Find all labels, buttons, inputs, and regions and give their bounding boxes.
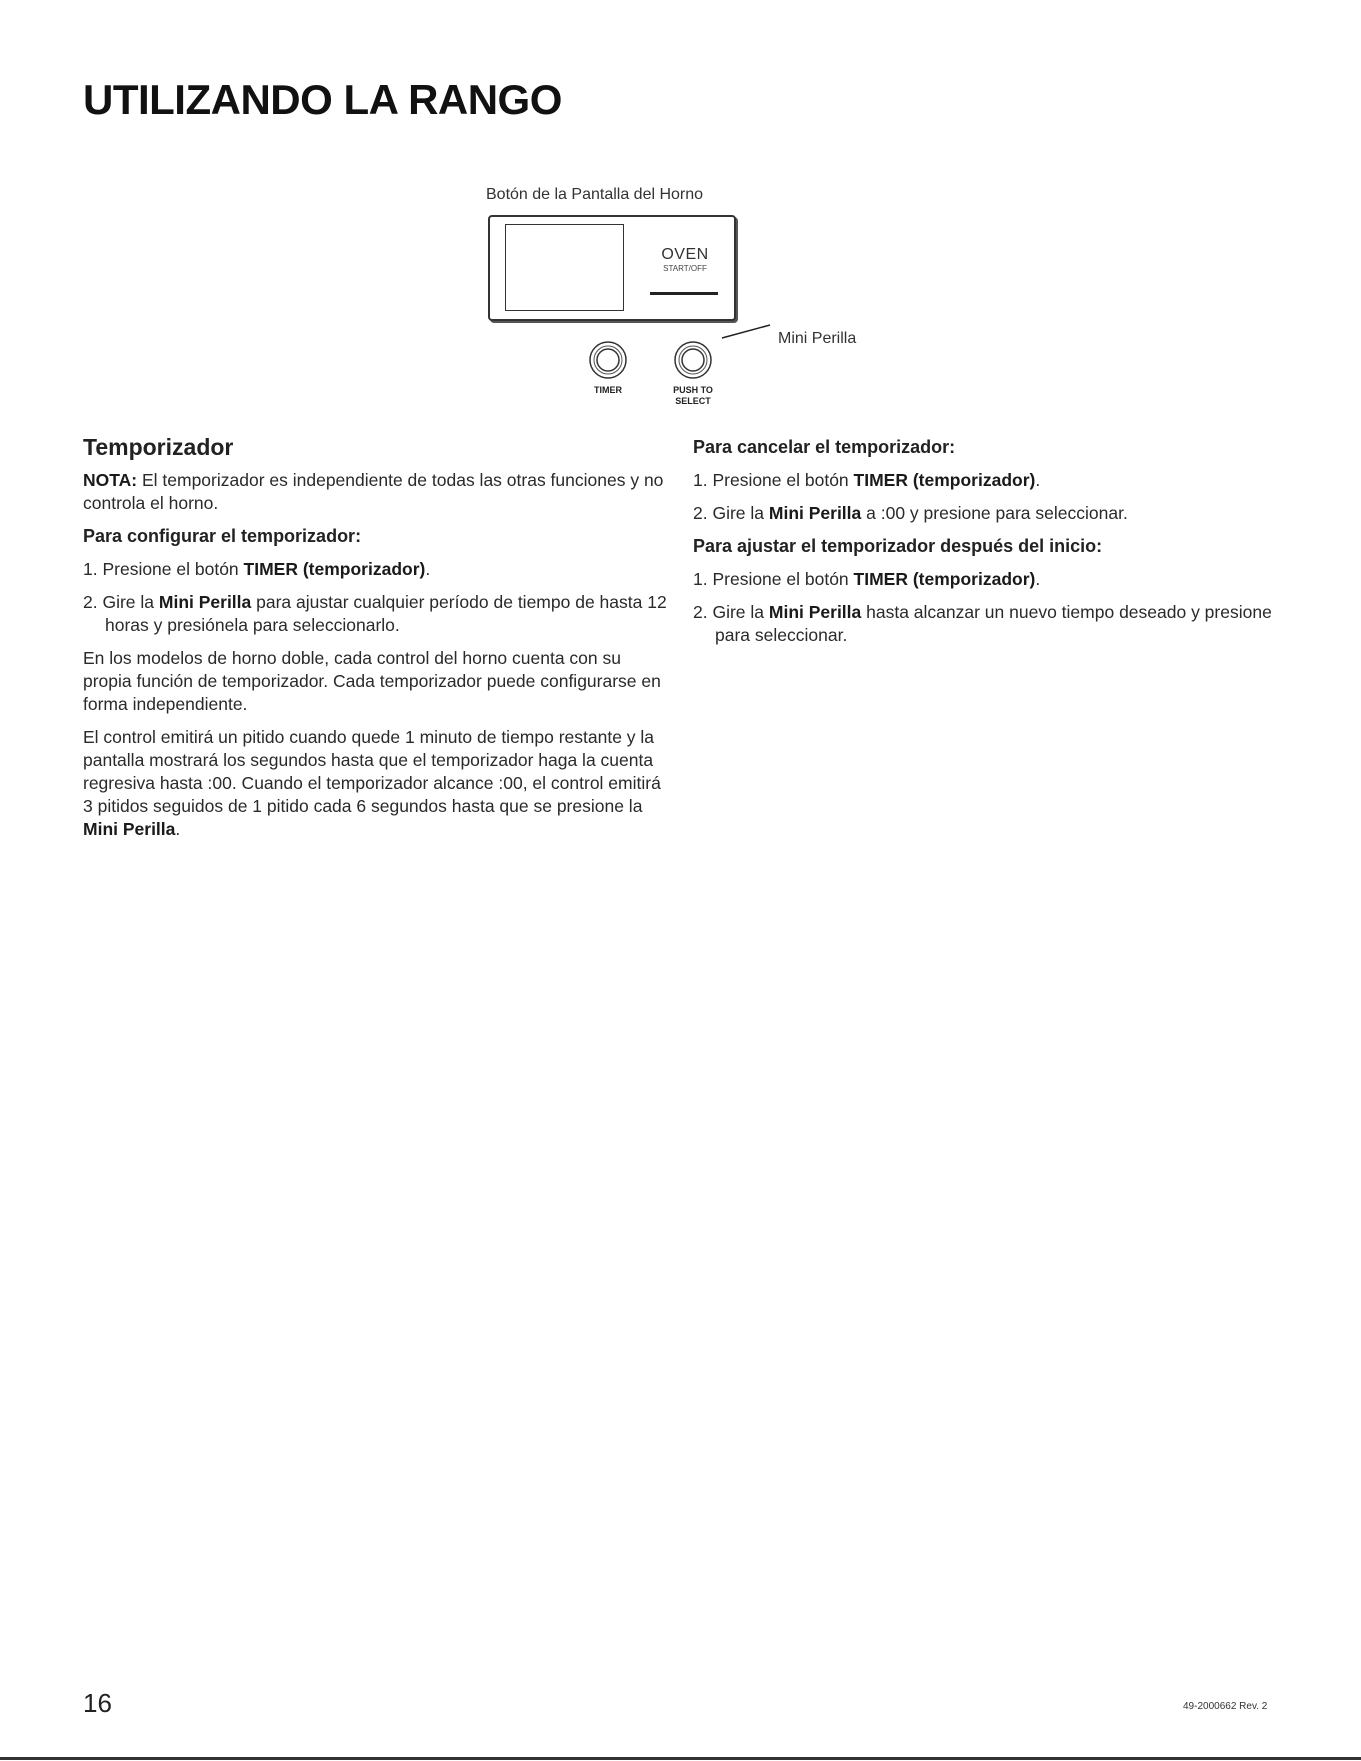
step-text: 1. Presione el botón [83,559,244,579]
paragraph-text: . [175,819,181,839]
list-item [83,558,673,581]
right-column [693,436,1293,657]
diagram-caption: Botón de la Pantalla del Horno [486,186,704,203]
note-label: NOTA: [83,470,138,490]
mini-knob-icon[interactable] [673,340,713,380]
timer-label-text: TIMER [594,385,622,395]
callout-leader-line [720,290,780,340]
configure-heading: Para configurar el temporizador: [83,526,362,546]
left-column [83,436,673,851]
step-bold: Mini Perilla [768,503,862,523]
timer-knob-icon[interactable] [588,340,628,380]
oven-button-label: OVEN [661,246,709,263]
section-title: Temporizador [83,434,234,460]
adjust-heading: Para ajustar el temporizador después del inicio: [693,536,1103,556]
document-code: 49-2000662 Rev. 2 [1183,1701,1268,1712]
step-bold: TIMER (temporizador) [853,569,1036,589]
step-bold: Mini Perilla [768,602,862,622]
step-text: 1. Presione el botón [693,569,854,589]
step-text: . [425,559,431,579]
paragraph-bold: Mini Perilla [83,819,176,839]
step-text: 2. Gire la [83,592,159,612]
display-screen [505,224,624,311]
step-text: 2. Gire la [693,602,769,622]
select-knob-label [660,385,726,407]
cancel-steps [693,469,1293,525]
step-text: para ajustar cualquier período de tiempo de hasta 12 horas y presiónela para seleccionarlo. [105,592,667,635]
paragraph-text: El control emitirá un pitido cuando quede 1 minuto de tiempo restante y la pantalla mostrará los segundos hasta que el temporizador haga la cuenta regresiva hasta :00. Cuando el temporizador alcance :00, el control emitirá 3 pitidos seguidos de 1 pitido cada 6 segundos hasta que se presione la [83,727,661,816]
list-item [693,502,1293,525]
step-bold: TIMER (temporizador) [243,559,426,579]
oven-button-bar [650,292,718,295]
note-text: El temporizador es independiente de todas las otras funciones y no controla el horno. [83,470,664,513]
timer-knob-label [578,385,638,396]
double-oven-paragraph: En los modelos de horno doble, cada control del horno cuenta con su propia función de temporizador. Cada temporizador puede configurarse en forma independiente. [83,648,661,714]
configure-steps [83,558,673,637]
note-paragraph [83,469,673,515]
oven-start-off-button[interactable] [650,247,720,275]
control-panel-diagram [470,180,890,420]
oven-button-sublabel: START/OFF [663,264,707,273]
step-bold: Mini Perilla [158,592,252,612]
oven-display-panel [488,215,736,321]
list-item [693,568,1293,591]
list-item [693,469,1293,492]
list-item [83,591,673,637]
step-text: 1. Presione el botón [693,470,854,490]
page-number: 16 [83,1688,112,1718]
step-text: hasta alcanzar un nuevo tiempo deseado y presione para seleccionar. [715,602,1272,645]
adjust-steps [693,568,1293,647]
page-title: UTILIZANDO LA RANGO [83,76,562,123]
select-label-line1: PUSH TO [673,385,713,395]
cancel-heading: Para cancelar el temporizador: [693,437,956,457]
beep-paragraph [83,726,673,841]
step-bold: TIMER (temporizador) [853,470,1036,490]
bottom-rule [0,1757,1361,1760]
step-text: 2. Gire la [693,503,769,523]
step-text: . [1035,569,1041,589]
list-item [693,601,1293,647]
step-text: a :00 y presione para seleccionar. [861,503,1128,523]
mini-knob-callout: Mini Perilla [778,330,857,347]
step-text: . [1035,470,1041,490]
select-label-line2: SELECT [675,396,711,406]
